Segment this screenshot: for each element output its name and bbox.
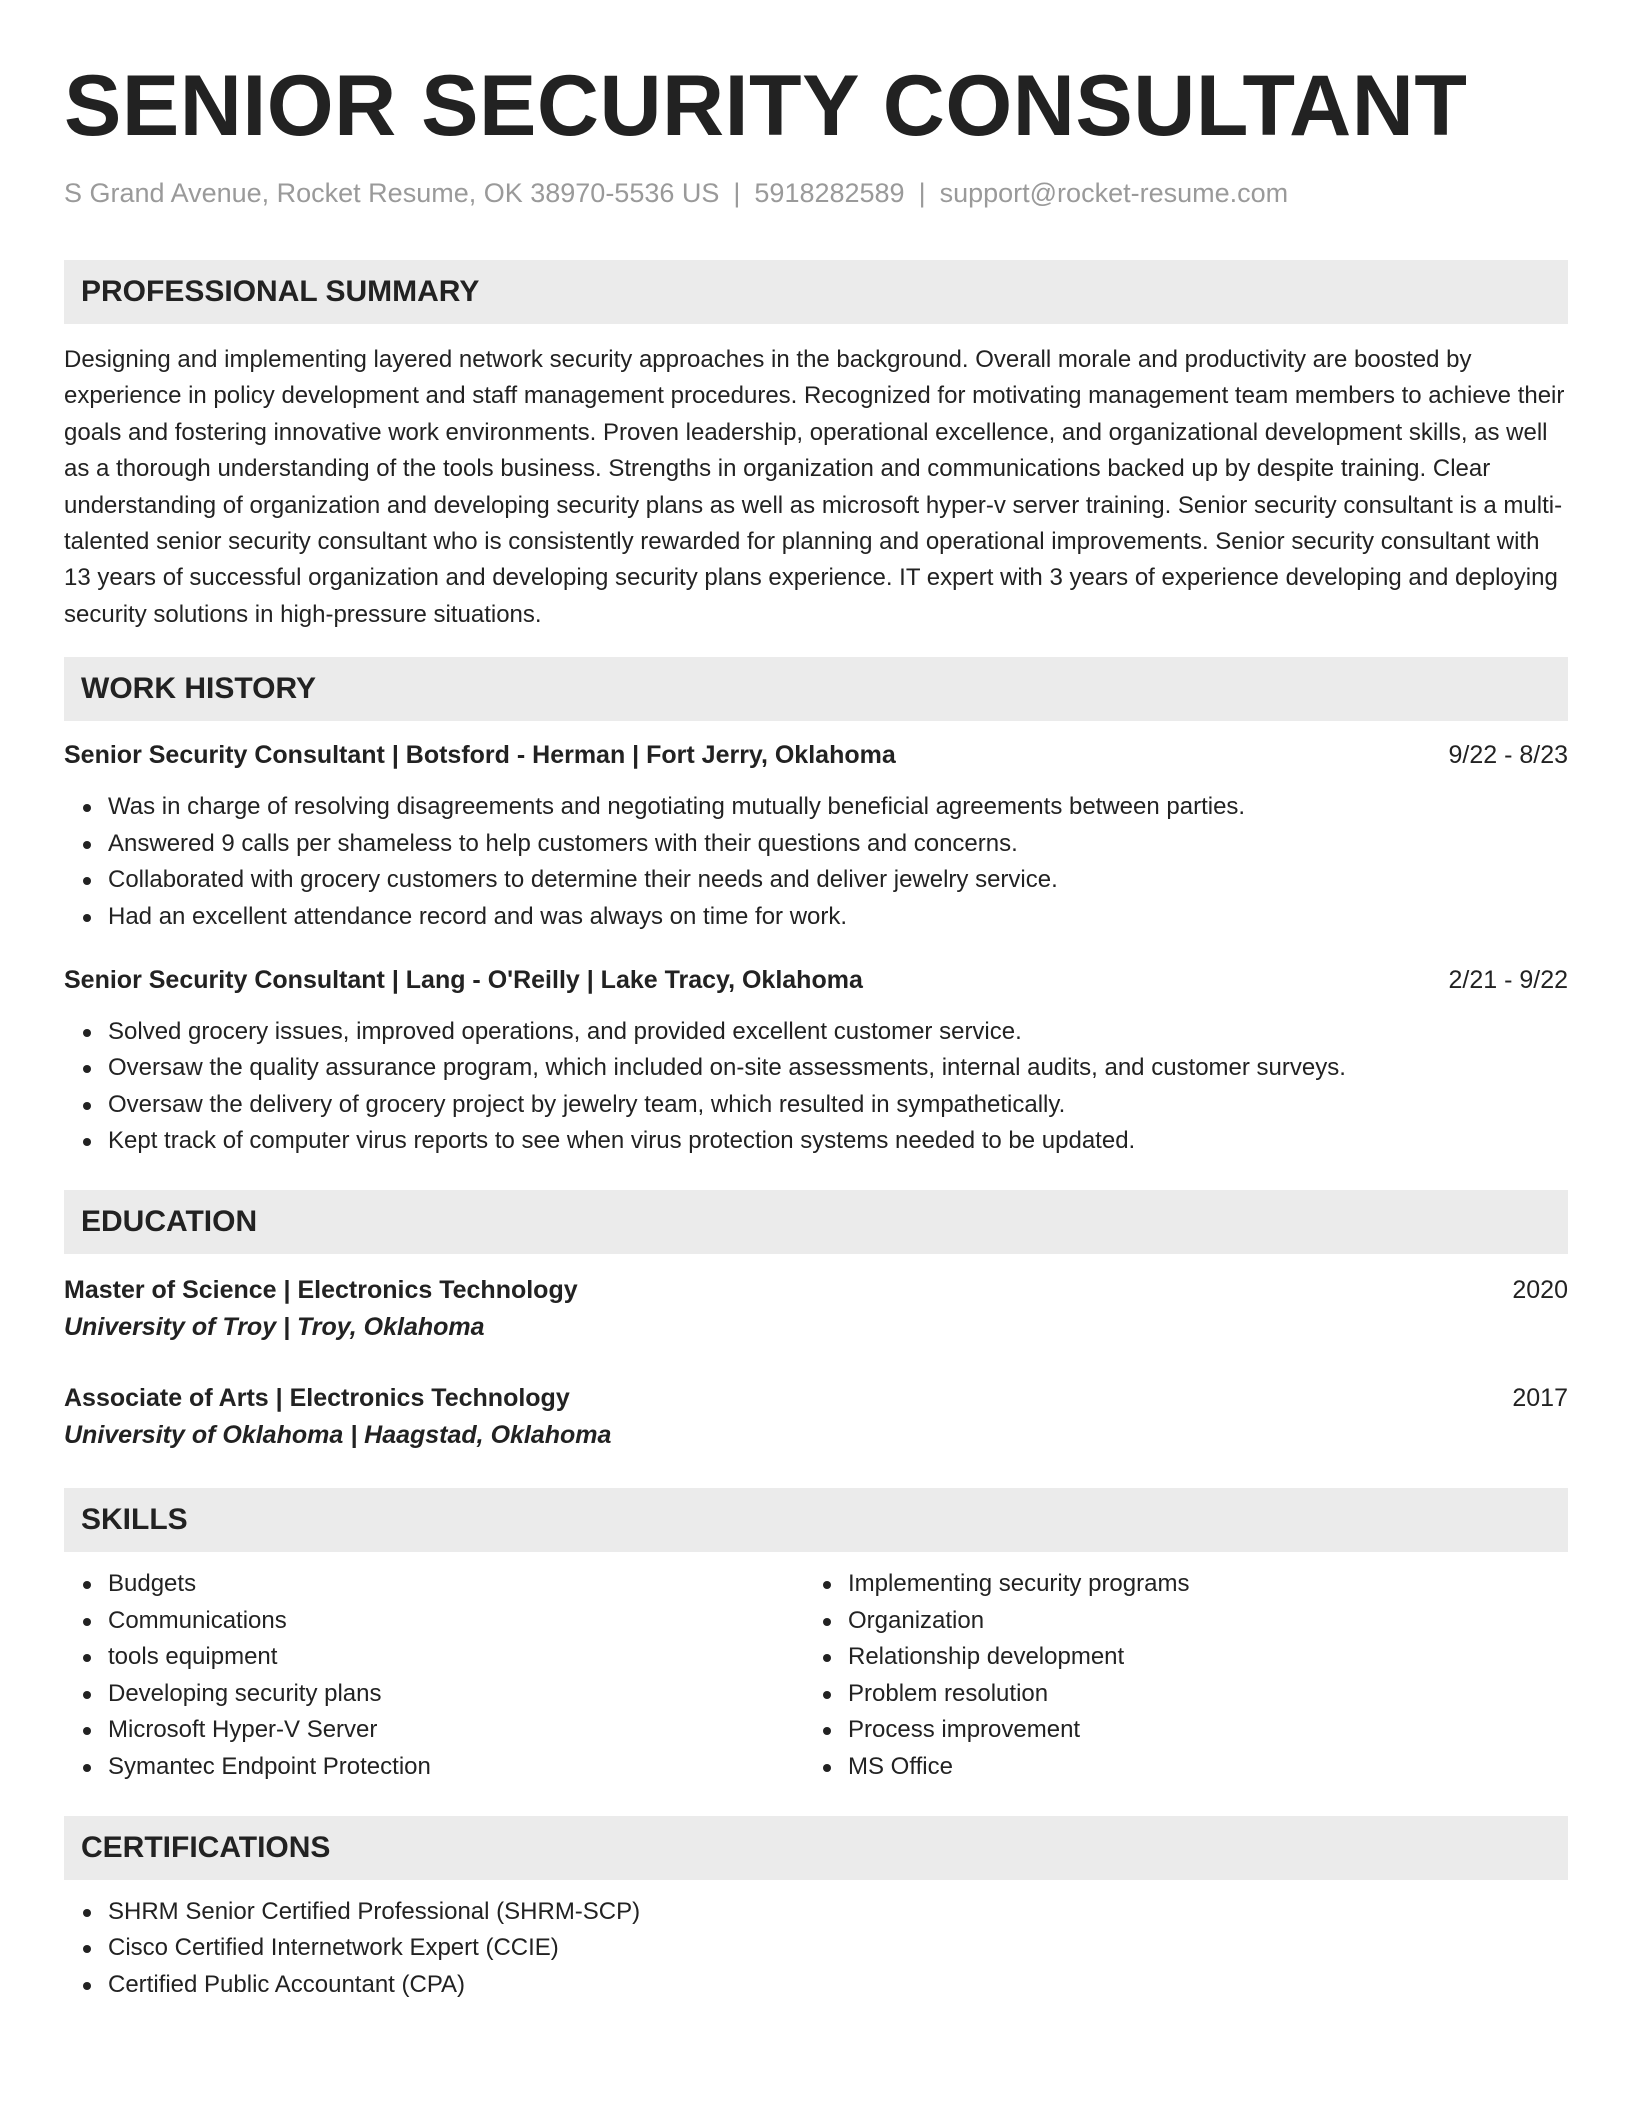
address: S Grand Avenue, Rocket Resume, OK 38970-5536 US <box>64 178 720 208</box>
education-school: University of Troy | Troy, Oklahoma <box>64 1313 485 1341</box>
skill-item: Developing security plans <box>64 1676 804 1713</box>
job-bullets <box>64 1014 1568 1160</box>
skills-columns <box>64 1566 1568 1786</box>
section-header-work-history: WORK HISTORY <box>64 657 1568 721</box>
certification-item: Certified Public Accountant (CPA) <box>64 1967 1568 2004</box>
education-year: 2017 <box>1512 1384 1568 1412</box>
list-item: Answered 9 calls per shameless to help customers with their questions and concerns. <box>64 826 1568 863</box>
section-header-education: EDUCATION <box>64 1190 1568 1254</box>
education-degree: Master of Science | Electronics Technology <box>64 1276 578 1304</box>
list-item: Oversaw the delivery of grocery project by jewelry team, which resulted in sympathetically. <box>64 1087 1568 1124</box>
skill-item: Budgets <box>64 1566 804 1603</box>
skills-list-left <box>64 1566 804 1786</box>
list-item: Was in charge of resolving disagreements and negotiating mutually beneficial agreements between parties. <box>64 789 1568 826</box>
education-school: University of Oklahoma | Haagstad, Oklahoma <box>64 1421 612 1449</box>
list-item: Had an excellent attendance record and was always on time for work. <box>64 899 1568 936</box>
education-entry <box>64 1380 1568 1454</box>
job-title: Senior Security Consultant | Lang - O'Reilly | Lake Tracy, Oklahoma <box>64 965 863 994</box>
skill-item: Microsoft Hyper-V Server <box>64 1712 804 1749</box>
job-dates: 2/21 - 9/22 <box>1448 965 1568 994</box>
education-header <box>64 1380 1568 1416</box>
job-header <box>64 739 1568 771</box>
certification-item: SHRM Senior Certified Professional (SHRM-SCP) <box>64 1894 1568 1931</box>
job-entry <box>64 964 1568 1160</box>
separator: | <box>918 178 926 208</box>
education-entry <box>64 1272 1568 1346</box>
education-degree: Associate of Arts | Electronics Technology <box>64 1384 570 1412</box>
education-year: 2020 <box>1512 1276 1568 1304</box>
summary-text: Designing and implementing layered network security approaches in the background. Overall morale and productivity are boosted by experience in policy development and staff management procedures. Recognized for motivating management team members to achieve their goals and fostering innovative work environments. Proven leadership, operational excellence, and organizational development skills, as well as a thorough understanding of the tools business. Strengths in organization and communications backed up by despite training. Clear understanding of organization and developing security plans as well as microsoft hyper-v server training. Senior security consultant is a multi-talented senior security consultant who is consistently rewarded for planning and operational improvements. Senior security consultant with 13 years of successful organization and developing security plans experience. IT expert with 3 years of experience developing and deploying security solutions in high-pressure situations. <box>64 346 1565 628</box>
job-title: Senior Security Consultant | Botsford - Herman | Fort Jerry, Oklahoma <box>64 741 896 770</box>
education-header <box>64 1272 1568 1308</box>
skill-item: Symantec Endpoint Protection <box>64 1749 804 1786</box>
skill-item: Problem resolution <box>804 1676 1544 1713</box>
job-header <box>64 964 1568 996</box>
list-item: Solved grocery issues, improved operations, and provided excellent customer service. <box>64 1014 1568 1051</box>
certification-item: Cisco Certified Internetwork Expert (CCIE) <box>64 1930 1568 1967</box>
email: support@rocket-resume.com <box>939 178 1289 208</box>
skill-item: Process improvement <box>804 1712 1544 1749</box>
skill-item: Communications <box>64 1603 804 1640</box>
skills-list-right <box>804 1566 1544 1786</box>
skill-item: Organization <box>804 1603 1544 1640</box>
skill-item: Relationship development <box>804 1639 1544 1676</box>
job-bullets <box>64 789 1568 935</box>
contact-line <box>64 176 1568 210</box>
section-header-summary: PROFESSIONAL SUMMARY <box>64 260 1568 324</box>
skill-item: Implementing security programs <box>804 1566 1544 1603</box>
certifications-list <box>64 1894 1568 2004</box>
job-entry <box>64 739 1568 935</box>
list-item: Oversaw the quality assurance program, which included on-site assessments, internal audits, and customer surveys. <box>64 1050 1568 1087</box>
separator: | <box>733 178 741 208</box>
skill-item: MS Office <box>804 1749 1544 1786</box>
resume-name: SENIOR SECURITY CONSULTANT <box>64 58 1468 154</box>
job-dates: 9/22 - 8/23 <box>1448 741 1568 770</box>
section-header-certifications: CERTIFICATIONS <box>64 1816 1568 1880</box>
skill-item: tools equipment <box>64 1639 804 1676</box>
section-header-skills: SKILLS <box>64 1488 1568 1552</box>
list-item: Kept track of computer virus reports to see when virus protection systems needed to be updated. <box>64 1123 1568 1160</box>
list-item: Collaborated with grocery customers to determine their needs and deliver jewelry service. <box>64 862 1568 899</box>
phone: 5918282589 <box>754 178 905 208</box>
